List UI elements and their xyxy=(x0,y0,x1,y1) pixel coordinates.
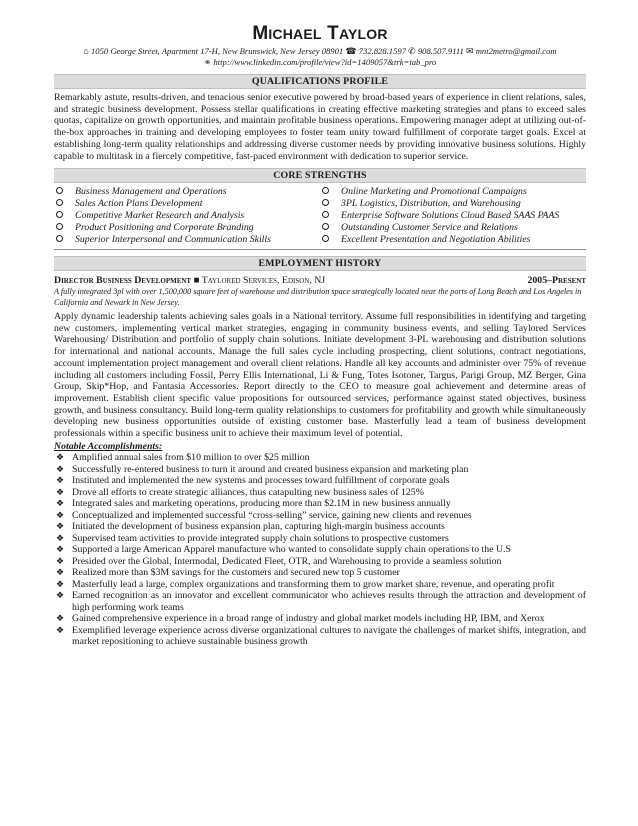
job-summary: Apply dynamic leadership talents achieving sales goals in a National territory. Assume full responsibilities in identifying and targeting new customers, implementing vertical market strategies, engaging in community business events, and selling Taylored Services Warehousing/ Distribution and portfolio of supply chain solutions. Initiate development 3-PL warehousing and distribution solutions for international and national accounts. Manage the full sales cycle including prospecting, client solutions, contract negotiations, account implementation project management and overall client relations. Handle all key accounts and administer over 75% of revenue including all customers including Fossil, Perry Ellis International, Li & Fung, Totes Isotoner, Targus, Parigi Group, MZ Berger, Gina Group, Skip*Hop, and Fantasia Accessories. Report directly to the CEO to measure goal achievement and determine areas of improvement. Establish client specific value propositions for outsourced services, performance against stated objectives, business growth, and business consultancy. Build long-term quality relationships to customers for profitability and growth while simultaneously developing new business opportunities outside of existing customer base. Masterfully lead a team of business development professionals within a specific business unit to achieve their maximum level of potential. xyxy=(54,311,586,440)
list-item: ❖ Instituted and implemented the new systems and processes toward fulfillment of corporate goals xyxy=(56,475,450,487)
strengths-right-column xyxy=(320,186,586,246)
bullet-diamond-icon: ❖ xyxy=(56,590,65,601)
accomplishments-list xyxy=(54,452,586,648)
list-item: Online Marketing and Promotional Campaigns xyxy=(320,186,586,198)
email-link[interactable]: mnt2metro@gmail.com xyxy=(475,46,557,56)
list-item: Excellent Presentation and Negotiation Abilities xyxy=(320,234,586,246)
bullet-diamond-icon: ❖ xyxy=(56,613,65,624)
list-item: Sales Action Plans Development xyxy=(54,198,320,210)
phone-icon: ☎ xyxy=(345,46,357,56)
bullet-diamond-icon: ❖ xyxy=(56,486,65,497)
list-item: Superior Interpersonal and Communication Skills xyxy=(54,234,320,246)
mobile-phone-icon: ✆ xyxy=(408,46,416,56)
list-item: Enterprise Software Solutions Cloud Based SAAS PAAS xyxy=(320,210,586,222)
bullet-circle-icon xyxy=(56,211,63,218)
bullet-diamond-icon: ❖ xyxy=(56,578,65,589)
address: 1050 George Street, Apartment 17-H, New Brunswick, New Jersey 08901 xyxy=(90,46,344,56)
list-item: Business Management and Operations xyxy=(54,186,320,198)
bullet-circle-icon xyxy=(322,187,329,194)
list-item: ❖ Successfully re-entered business to turn it around and created business expansion and marketing plan xyxy=(56,463,469,475)
list-item: ❖ Amplified annual sales from $10 million to over $25 million xyxy=(56,452,310,464)
bullet-diamond-icon: ❖ xyxy=(56,624,65,635)
bullet-diamond-icon: ❖ xyxy=(56,463,65,474)
qualifications-heading: QUALIFICATIONS PROFILE xyxy=(54,74,586,89)
list-item: ❖ Exemplified leverage experience across diverse organizational cultures to navigate the challenges of market shifts, integration, and market repositioning to achieve sustainable business growth xyxy=(56,624,586,648)
home-icon: ⌂ xyxy=(83,46,89,56)
job-header xyxy=(54,275,586,287)
qualifications-text: Remarkably astute, results-driven, and tenacious senior executive powered by broad-based years of experience in client relations, sales, and strategic business development. Possess stellar qualifications in creating effective marketing strategies and plans to exceed sales quotas, capitalize on growth opportunities, and maintain profitable business operations. Empowering manager adept at utilizing out-of-the-box approaches in training and developing employees to foster team unity toward fulfillment of corporate target goals. Excel at establishing long-term quality relationships and addressing diverse customer needs by providing innovative business solutions. Highly capable to multitask in a fiercely competitive, fast-paced environment with dedication to superior service. xyxy=(54,92,586,162)
bullet-diamond-icon: ❖ xyxy=(56,475,65,486)
job-title: Director Business Development xyxy=(54,275,192,287)
list-item: 3PL Logistics, Distribution, and Warehousing xyxy=(320,198,586,210)
bullet-circle-icon xyxy=(56,223,63,230)
list-item: ❖ Supervised team activities to provide integrated supply chain solutions to prospective customers xyxy=(56,532,449,544)
list-item: Competitive Market Research and Analysis xyxy=(54,210,320,222)
bullet-diamond-icon: ❖ xyxy=(56,509,65,520)
bullet-circle-icon xyxy=(56,199,63,206)
bullet-diamond-icon: ❖ xyxy=(56,567,65,578)
accomplishments-heading: Notable Accomplishments: xyxy=(54,440,163,452)
strengths-heading: CORE STRENGTHS xyxy=(54,168,586,183)
job-company: Taylored Services, Edison, NJ xyxy=(201,275,326,287)
phone-home: 732.828.1597 xyxy=(358,46,406,56)
bullet-circle-icon xyxy=(322,199,329,206)
bullet-circle-icon xyxy=(322,235,329,242)
list-item: ❖ Masterfully lead a large, complex organizations and transforming them to grow market share, revenue, and operating profit xyxy=(56,578,555,590)
list-item: ❖ Drove all efforts to create strategic alliances, thus catapulting new business sales of 125% xyxy=(56,486,424,498)
linkedin-link[interactable]: http://www.linkedin.com/profile/view?id=1409057&trk=tab_pro xyxy=(213,57,437,67)
list-item: ❖ Gained comprehensive experience in a broad range of industry and global market models including HP, IBM, and Xerox xyxy=(56,613,545,625)
list-item: Outstanding Customer Service and Relations xyxy=(320,222,586,234)
bullet-circle-icon xyxy=(322,211,329,218)
section-divider xyxy=(54,249,586,250)
web-icon: ⚭ xyxy=(203,57,212,67)
bullet-diamond-icon: ❖ xyxy=(56,532,65,543)
list-item: ❖ Supported a large American Apparel manufacture who wanted to consolidate supply chain operations to the U.S xyxy=(56,544,511,556)
strengths-left-column xyxy=(54,186,320,246)
bullet-circle-icon xyxy=(56,187,63,194)
strengths-list xyxy=(54,186,586,246)
list-item: ❖ Presided over the Global, Intermodal, Dedicated Fleet, OTR, and Warehousing to provide a seamless solution xyxy=(56,555,502,567)
list-item: ❖ Initiated the development of business expansion plan, capturing high-margin business accounts xyxy=(56,521,445,533)
email-icon: ✉ xyxy=(466,46,474,56)
bullet-diamond-icon: ❖ xyxy=(56,498,65,509)
bullet-diamond-icon: ❖ xyxy=(56,452,65,463)
company-description: A fully integrated 3pl with over 1,500,000 square feet of warehouse and distribution space strategically located near the ports of Long Beach and Los Angeles in California and Newark in New Jersey. xyxy=(54,287,582,307)
list-item: ❖ Conceptualized and implemented successful “cross-selling” service, gaining new clients and revenues xyxy=(56,509,472,521)
list-item: Product Positioning and Corporate Branding xyxy=(54,222,320,234)
phone-mobile: 908.507.9111 xyxy=(417,46,464,56)
bullet-diamond-icon: ❖ xyxy=(56,521,65,532)
candidate-name: MICHAEL TAYLOR xyxy=(252,23,388,44)
bullet-circle-icon xyxy=(56,235,63,242)
list-item: ❖ Earned recognition as an innovator and excellent communicator who achieves results through the attraction and development of high performing work teams xyxy=(56,590,586,613)
list-item: ❖ Realized more than $3M savings for the customers and secured new top 5 customer xyxy=(56,567,400,579)
web-line xyxy=(54,57,586,68)
bullet-circle-icon xyxy=(322,223,329,230)
separator-square-icon: ■ xyxy=(193,275,200,287)
bullet-diamond-icon: ❖ xyxy=(56,555,65,566)
employment-heading: EMPLOYMENT HISTORY xyxy=(54,256,586,271)
contact-line xyxy=(54,46,586,57)
list-item: ❖ Integrated sales and marketing operations, producing more than $2.1M in new business annually xyxy=(56,498,451,510)
bullet-diamond-icon: ❖ xyxy=(56,544,65,555)
job-dates: 2005–Present xyxy=(527,275,586,287)
